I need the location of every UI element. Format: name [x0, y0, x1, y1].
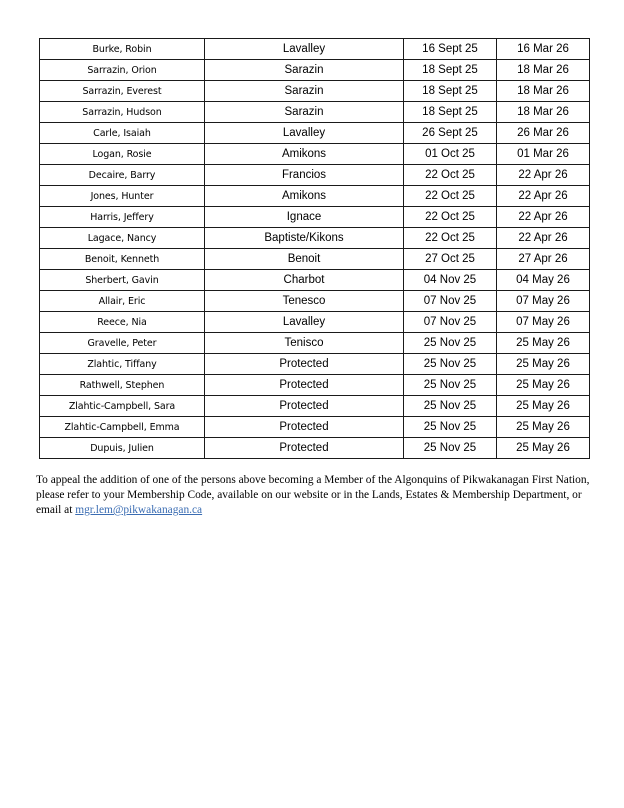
date-added: 22 Oct 25 — [404, 228, 497, 249]
family-name: Protected — [205, 438, 404, 459]
table-row — [40, 438, 590, 459]
table-row — [40, 102, 590, 123]
date-expires: 18 Mar 26 — [497, 81, 590, 102]
member-name: Decaire, Barry — [40, 165, 205, 186]
date-expires: 07 May 26 — [497, 312, 590, 333]
membership-table — [39, 38, 590, 459]
member-name: Allair, Eric — [40, 291, 205, 312]
date-added: 16 Sept 25 — [404, 39, 497, 60]
family-name: Francios — [205, 165, 404, 186]
appeal-notice — [36, 473, 596, 518]
member-name: Sherbert, Gavin — [40, 270, 205, 291]
table-row — [40, 312, 590, 333]
member-name: Sarrazin, Hudson — [40, 102, 205, 123]
member-name: Sarrazin, Everest — [40, 81, 205, 102]
date-expires: 22 Apr 26 — [497, 207, 590, 228]
member-name: Sarrazin, Orion — [40, 60, 205, 81]
date-added: 25 Nov 25 — [404, 417, 497, 438]
date-added: 22 Oct 25 — [404, 186, 497, 207]
date-expires: 22 Apr 26 — [497, 228, 590, 249]
date-added: 27 Oct 25 — [404, 249, 497, 270]
family-name: Benoit — [205, 249, 404, 270]
date-added: 18 Sept 25 — [404, 81, 497, 102]
member-name: Zlahtic-Campbell, Emma — [40, 417, 205, 438]
date-added: 25 Nov 25 — [404, 333, 497, 354]
family-name: Amikons — [205, 186, 404, 207]
email-link[interactable]: mgr.lem@pikwakanagan.ca — [75, 504, 203, 516]
family-name: Amikons — [205, 144, 404, 165]
table-row — [40, 165, 590, 186]
table-row — [40, 417, 590, 438]
date-expires: 25 May 26 — [497, 375, 590, 396]
family-name: Tenisco — [205, 333, 404, 354]
family-name: Baptiste/Kikons — [205, 228, 404, 249]
table-row — [40, 207, 590, 228]
table-row — [40, 333, 590, 354]
family-name: Lavalley — [205, 123, 404, 144]
member-name: Reece, Nia — [40, 312, 205, 333]
table-row — [40, 39, 590, 60]
date-added: 18 Sept 25 — [404, 60, 497, 81]
date-expires: 25 May 26 — [497, 333, 590, 354]
date-expires: 16 Mar 26 — [497, 39, 590, 60]
date-expires: 18 Mar 26 — [497, 60, 590, 81]
table-row — [40, 291, 590, 312]
date-expires: 04 May 26 — [497, 270, 590, 291]
family-name: Protected — [205, 375, 404, 396]
table-row — [40, 228, 590, 249]
date-added: 18 Sept 25 — [404, 102, 497, 123]
date-expires: 01 Mar 26 — [497, 144, 590, 165]
table-row — [40, 60, 590, 81]
table-row — [40, 144, 590, 165]
table-row — [40, 81, 590, 102]
date-expires: 25 May 26 — [497, 417, 590, 438]
family-name: Protected — [205, 396, 404, 417]
family-name: Protected — [205, 417, 404, 438]
membership-table-body — [40, 39, 590, 459]
table-row — [40, 375, 590, 396]
member-name: Zlahtic, Tiffany — [40, 354, 205, 375]
family-name: Sarazin — [205, 81, 404, 102]
member-name: Jones, Hunter — [40, 186, 205, 207]
table-row — [40, 186, 590, 207]
member-name: Harris, Jeffery — [40, 207, 205, 228]
date-expires: 22 Apr 26 — [497, 165, 590, 186]
date-added: 04 Nov 25 — [404, 270, 497, 291]
member-name: Logan, Rosie — [40, 144, 205, 165]
date-expires: 25 May 26 — [497, 396, 590, 417]
family-name: Lavalley — [205, 39, 404, 60]
date-added: 01 Oct 25 — [404, 144, 497, 165]
member-name: Burke, Robin — [40, 39, 205, 60]
date-added: 25 Nov 25 — [404, 396, 497, 417]
date-added: 25 Nov 25 — [404, 375, 497, 396]
family-name: Tenesco — [205, 291, 404, 312]
member-name: Gravelle, Peter — [40, 333, 205, 354]
member-name: Benoit, Kenneth — [40, 249, 205, 270]
member-name: Carle, Isaiah — [40, 123, 205, 144]
family-name: Charbot — [205, 270, 404, 291]
date-added: 25 Nov 25 — [404, 438, 497, 459]
date-expires: 25 May 26 — [497, 354, 590, 375]
date-expires: 22 Apr 26 — [497, 186, 590, 207]
date-expires: 27 Apr 26 — [497, 249, 590, 270]
table-row — [40, 123, 590, 144]
table-row — [40, 249, 590, 270]
member-name: Zlahtic-Campbell, Sara — [40, 396, 205, 417]
appeal-notice-text: To appeal the addition of one of the persons above becoming a Member of the Algonquins of Pikwakanagan First Nation, please refer to your Membership Code, available on our website or in the Lands, Estates & Membership Department, or email at — [36, 474, 590, 516]
table-row — [40, 354, 590, 375]
date-added: 07 Nov 25 — [404, 312, 497, 333]
date-expires: 18 Mar 26 — [497, 102, 590, 123]
member-name: Dupuis, Julien — [40, 438, 205, 459]
family-name: Sarazin — [205, 60, 404, 81]
date-expires: 26 Mar 26 — [497, 123, 590, 144]
date-added: 26 Sept 25 — [404, 123, 497, 144]
member-name: Rathwell, Stephen — [40, 375, 205, 396]
family-name: Ignace — [205, 207, 404, 228]
table-row — [40, 270, 590, 291]
date-added: 07 Nov 25 — [404, 291, 497, 312]
family-name: Sarazin — [205, 102, 404, 123]
table-row — [40, 396, 590, 417]
date-added: 22 Oct 25 — [404, 165, 497, 186]
date-expires: 25 May 26 — [497, 438, 590, 459]
date-expires: 07 May 26 — [497, 291, 590, 312]
member-name: Lagace, Nancy — [40, 228, 205, 249]
date-added: 25 Nov 25 — [404, 354, 497, 375]
family-name: Protected — [205, 354, 404, 375]
family-name: Lavalley — [205, 312, 404, 333]
date-added: 22 Oct 25 — [404, 207, 497, 228]
